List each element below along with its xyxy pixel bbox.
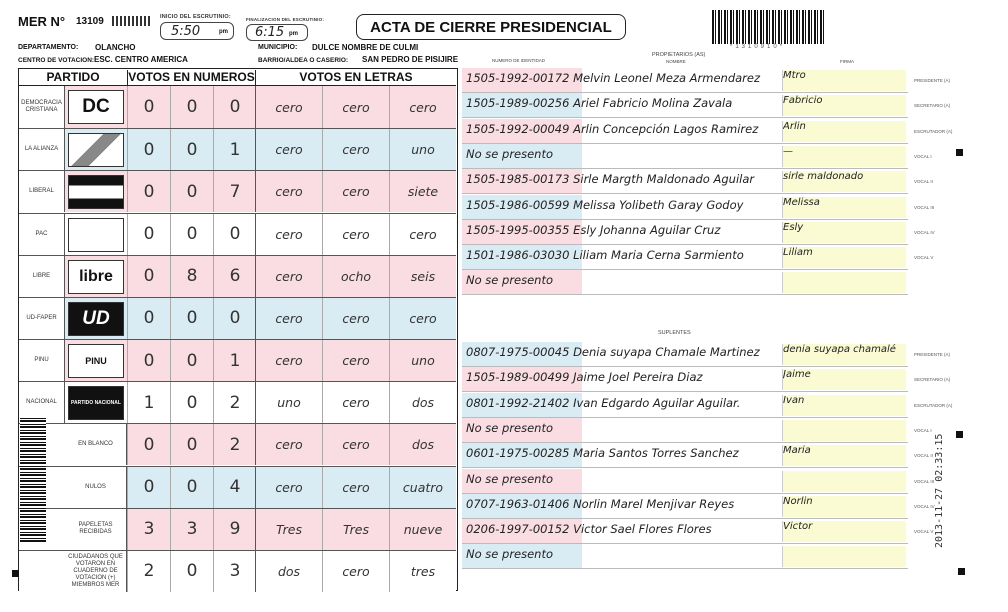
- vote-digit: 0: [170, 340, 213, 381]
- final-suffix: pm: [289, 31, 298, 37]
- centro-value: ESC. CENTRO AMERICA: [94, 55, 188, 64]
- vote-digit: 7: [213, 171, 256, 212]
- member-entry: 0801-1992-21402 Ivan Edgardo Aguilar Aguilar.: [466, 395, 741, 410]
- header-votos-numeros: VOTOS EN NUMEROS: [128, 70, 255, 84]
- party-logo: [68, 218, 124, 252]
- tse-logo: [112, 16, 152, 26]
- member-role: VOCAL II: [914, 453, 933, 459]
- header-nombre: NOMBRE: [666, 59, 686, 64]
- header-barcode: [712, 10, 824, 44]
- member-role: ESCRUTADOR (A): [914, 128, 953, 134]
- party-logo-text: libre: [79, 267, 113, 285]
- vote-digit: 0: [170, 467, 213, 508]
- member-role: VOCAL IV: [914, 229, 935, 235]
- party-logo: [68, 133, 124, 167]
- member-row: [462, 544, 908, 569]
- vote-digit: 0: [127, 256, 170, 297]
- vote-digit: 2: [213, 382, 256, 423]
- party-logo: [68, 302, 124, 336]
- member-signature: Fabricio: [782, 95, 906, 116]
- vote-word: dos: [389, 382, 456, 423]
- departamento-label: DEPARTAMENTO:: [18, 44, 79, 51]
- votes-row: [19, 297, 456, 339]
- member-signature: [782, 471, 906, 492]
- vote-word: ocho: [322, 256, 389, 297]
- votes-row: [19, 213, 456, 255]
- votes-row: [19, 170, 456, 212]
- member-signature: [782, 272, 906, 293]
- municipio-label: MUNICIPIO:: [258, 44, 298, 51]
- member-entry: 0601-1975-00285 Maria Santos Torres Sanchez: [466, 446, 739, 461]
- vote-word: cero: [322, 86, 389, 128]
- party-logo: [68, 260, 124, 294]
- votes-header-row: [19, 69, 456, 86]
- blank-cell: [19, 551, 65, 592]
- vote-digit: 0: [170, 298, 213, 339]
- party-name: UD-FAPER: [19, 298, 65, 339]
- member-row: [462, 418, 908, 443]
- vote-word: cero: [322, 129, 389, 170]
- member-role: ESCRUTADOR (A): [914, 402, 953, 408]
- member-entry: 1505-1989-00256 Ariel Fabricio Molina Zavala: [466, 96, 733, 111]
- party-name: EN BLANCO: [65, 424, 127, 465]
- member-row: [462, 169, 908, 194]
- member-signature: Ivan: [782, 395, 906, 416]
- vote-digit: 0: [127, 86, 170, 128]
- party-name: PINU: [19, 340, 65, 381]
- vote-word: cuatro: [389, 467, 456, 508]
- party-logo-text: PARTIDO NACIONAL: [71, 400, 121, 407]
- votes-row: [19, 508, 456, 550]
- vote-word: nueve: [389, 509, 456, 550]
- registration-mark: [958, 568, 965, 575]
- final-label: FINALIZACION DEL ESCRUTINIO:: [246, 17, 325, 22]
- registration-mark: [956, 149, 963, 156]
- member-row: [462, 119, 908, 144]
- member-entry: No se presento: [466, 547, 554, 562]
- vote-digit: 0: [170, 129, 213, 170]
- vote-digit: 0: [127, 424, 170, 465]
- party-name: LA ALIANZA: [19, 129, 65, 170]
- vote-word: uno: [255, 382, 322, 423]
- member-row: [462, 443, 908, 468]
- vote-digit: 0: [213, 298, 256, 339]
- vote-digit: 0: [127, 214, 170, 255]
- registration-mark: [956, 431, 963, 438]
- header-firma: FIRMA: [840, 59, 854, 64]
- vote-digit: 0: [127, 298, 170, 339]
- header-propietarios: PROPIETARIOS (AS): [652, 52, 706, 58]
- vote-digit: 0: [170, 86, 213, 128]
- final-time-box: [246, 24, 308, 41]
- member-signature: Victor: [782, 521, 906, 542]
- member-row: [462, 220, 908, 245]
- vote-word: cero: [322, 551, 389, 592]
- member-entry: 1505-1992-00049 Arlin Concepción Lagos Ramirez: [466, 121, 759, 136]
- member-entry: 1505-1989-00499 Jaime Joel Pereira Diaz: [466, 370, 703, 385]
- member-role: SECRETARIO (A): [914, 103, 951, 109]
- vote-digit: 0: [127, 171, 170, 212]
- member-signature: Liliam: [782, 247, 906, 268]
- vote-word: Tres: [322, 509, 389, 550]
- votes-row: [19, 466, 456, 508]
- member-entry: 0707-1963-01406 Norlin Marel Menjivar Reyes: [466, 496, 735, 511]
- vote-digit: 3: [127, 509, 170, 550]
- vote-digit: 0: [170, 214, 213, 255]
- header-partido: PARTIDO: [46, 70, 100, 84]
- member-row: [462, 245, 908, 270]
- member-role: VOCAL I: [914, 427, 932, 433]
- header-votos-letras: VOTOS EN LETRAS: [255, 70, 456, 86]
- header-numero-identidad: NUMERO DE IDENTIDAD: [492, 58, 546, 63]
- vote-word: cero: [322, 171, 389, 212]
- vote-digit: 1: [127, 382, 170, 423]
- member-row: [462, 469, 908, 494]
- vote-word: cero: [322, 340, 389, 381]
- vote-digit: 2: [213, 424, 256, 465]
- vote-digit: 9: [213, 509, 256, 550]
- member-role: SECRETARIO (A): [914, 377, 951, 383]
- party-name: LIBRE: [19, 256, 65, 297]
- member-signature: —: [782, 146, 906, 167]
- member-signature: Melissa: [782, 197, 906, 218]
- vote-word: cero: [322, 424, 389, 465]
- vote-digit: 0: [170, 382, 213, 423]
- vote-digit: 8: [170, 256, 213, 297]
- header-barcode-text: *1310910*: [730, 44, 786, 50]
- party-name: LIBERAL: [19, 171, 65, 212]
- member-signature: Maria: [782, 445, 906, 466]
- votes-row: [19, 550, 456, 592]
- member-role: PRESIDENTE (A): [914, 352, 951, 357]
- scan-timestamp: 2013-11-27 02:33:15: [934, 433, 945, 548]
- inicio-suffix: pm: [219, 29, 228, 35]
- party-name: NULOS: [65, 467, 127, 508]
- votes-table: [18, 68, 458, 591]
- vote-word: dos: [389, 424, 456, 465]
- member-role: VOCAL V: [914, 529, 934, 535]
- vote-word: uno: [389, 129, 456, 170]
- member-role: VOCAL III: [914, 478, 935, 484]
- member-entry: 0807-1975-00045 Denia suyapa Chamale Martinez: [466, 345, 760, 359]
- party-name: DEMOCRACIA CRISTIANA: [19, 86, 65, 128]
- vote-word: cero: [255, 298, 322, 339]
- vote-digit: 0: [127, 129, 170, 170]
- member-entry: 1505-1995-00355 Esly Johanna Aguilar Cruz: [466, 222, 721, 237]
- member-signature: denia suyapa chamalé: [782, 344, 906, 365]
- vote-digit: 2: [127, 551, 170, 592]
- barrio-value: SAN PEDRO DE PISIJIRE: [362, 55, 459, 64]
- party-name: PAPELETAS RECIBIDAS: [65, 509, 127, 550]
- member-entry: No se presento: [466, 273, 554, 288]
- party-logo: [68, 344, 124, 378]
- inicio-label: INICIO DEL ESCRUTINIO:: [160, 14, 231, 20]
- registration-mark: [12, 570, 19, 577]
- barrio-label: BARRIO/ALDEA O CASERIO:: [258, 57, 349, 64]
- member-row: [462, 195, 908, 220]
- member-entry: 0206-1997-00152 Victor Sael Flores Flores: [466, 522, 712, 537]
- vote-word: cero: [255, 129, 322, 170]
- member-entry: 1505-1985-00173 Sirle Margth Maldonado Aguilar: [466, 172, 755, 187]
- mer-number: 13109: [76, 16, 104, 27]
- mer-label: MER N°: [18, 14, 66, 29]
- vote-word: cero: [322, 467, 389, 508]
- votes-row: [19, 339, 456, 381]
- member-signature: [782, 420, 906, 441]
- member-signature: Arlin: [782, 121, 906, 142]
- vote-digit: 3: [213, 551, 256, 592]
- inicio-time-box: [160, 22, 234, 40]
- party-logo-text: DC: [82, 96, 110, 118]
- member-role: PRESIDENTE (A): [914, 78, 951, 83]
- vote-word: Tres: [255, 509, 322, 550]
- vote-word: cero: [322, 214, 389, 255]
- party-name: PAC: [19, 214, 65, 255]
- vote-word: cero: [322, 298, 389, 339]
- vote-digit: 0: [170, 424, 213, 465]
- member-role: VOCAL I: [914, 153, 932, 159]
- member-row: [462, 519, 908, 544]
- member-row: [462, 342, 908, 367]
- vote-word: cero: [255, 256, 322, 297]
- party-logo: [68, 90, 124, 124]
- document-title: ACTA DE CIERRE PRESIDENCIAL: [356, 14, 626, 40]
- member-signature: sirle maldonado: [782, 171, 906, 192]
- member-entry: 1501-1986-03030 Liliam Maria Cerna Sarmiento: [466, 248, 744, 263]
- vote-digit: 0: [170, 551, 213, 592]
- member-entry: No se presento: [466, 420, 554, 435]
- vote-digit: 3: [170, 509, 213, 550]
- vote-digit: 6: [213, 256, 256, 297]
- vote-word: cero: [322, 382, 389, 423]
- member-row: [462, 270, 908, 295]
- votes-row: [19, 423, 456, 465]
- departamento-value: OLANCHO: [95, 43, 136, 52]
- votes-row: [19, 381, 456, 423]
- vote-digit: 0: [127, 340, 170, 381]
- vote-word: cero: [255, 467, 322, 508]
- votes-row: [19, 128, 456, 170]
- member-row: [462, 144, 908, 169]
- party-logo-text: UD: [82, 307, 110, 329]
- final-time: 6:15: [255, 25, 285, 40]
- member-signature: [782, 546, 906, 567]
- vote-digit: 0: [170, 171, 213, 212]
- member-role: VOCAL II: [914, 179, 933, 185]
- vote-word: cero: [255, 86, 322, 128]
- vote-word: cero: [255, 171, 322, 212]
- member-entry: No se presento: [466, 146, 554, 161]
- party-logo-text: PINU: [85, 356, 107, 367]
- inicio-time: 5:50: [171, 24, 201, 39]
- votes-row: [19, 255, 456, 297]
- member-row: [462, 393, 908, 418]
- member-entry: No se presento: [466, 471, 554, 486]
- centro-label: CENTRO DE VOTACION:: [18, 57, 95, 64]
- vote-word: tres: [389, 551, 456, 592]
- member-entry: 1505-1992-00172 Melvin Leonel Meza Armendarez: [466, 71, 761, 85]
- vote-digit: 4: [213, 467, 256, 508]
- member-signature: Mtro: [782, 70, 906, 91]
- vote-word: dos: [255, 551, 322, 592]
- member-row: [462, 93, 908, 118]
- member-role: VOCAL V: [914, 255, 934, 261]
- member-row: [462, 68, 908, 93]
- member-signature: Esly: [782, 222, 906, 243]
- votes-row: [19, 86, 456, 128]
- side-barcode: [20, 416, 46, 542]
- member-entry: 1505-1986-00599 Melissa Yolibeth Garay Godoy: [466, 197, 744, 212]
- party-logo: [68, 386, 124, 420]
- vote-word: cero: [255, 340, 322, 381]
- vote-word: cero: [389, 214, 456, 255]
- vote-digit: 1: [213, 340, 256, 381]
- member-row: [462, 494, 908, 519]
- vote-word: seis: [389, 256, 456, 297]
- member-row: [462, 367, 908, 392]
- vote-digit: 1: [213, 129, 256, 170]
- member-role: VOCAL IV: [914, 503, 935, 509]
- vote-digit: 0: [213, 214, 256, 255]
- vote-digit: 0: [127, 467, 170, 508]
- party-name: CIUDADANOS QUE VOTARON EN CUADERNO DE VOTACION (+) MIEMBROS MER: [65, 551, 127, 592]
- vote-word: siete: [389, 171, 456, 212]
- vote-word: cero: [255, 424, 322, 465]
- vote-digit: 0: [213, 86, 256, 128]
- member-signature: Norlin: [782, 496, 906, 517]
- member-role: VOCAL III: [914, 204, 935, 210]
- vote-word: uno: [389, 340, 456, 381]
- vote-word: cero: [389, 298, 456, 339]
- header-suplentes: SUPLENTES: [658, 330, 691, 336]
- vote-word: cero: [389, 86, 456, 128]
- vote-word: cero: [255, 214, 322, 255]
- party-logo: [68, 175, 124, 209]
- municipio-value: DULCE NOMBRE DE CULMI: [312, 43, 419, 52]
- member-signature: Jaime: [782, 369, 906, 390]
- party-name: NACIONAL: [19, 382, 65, 423]
